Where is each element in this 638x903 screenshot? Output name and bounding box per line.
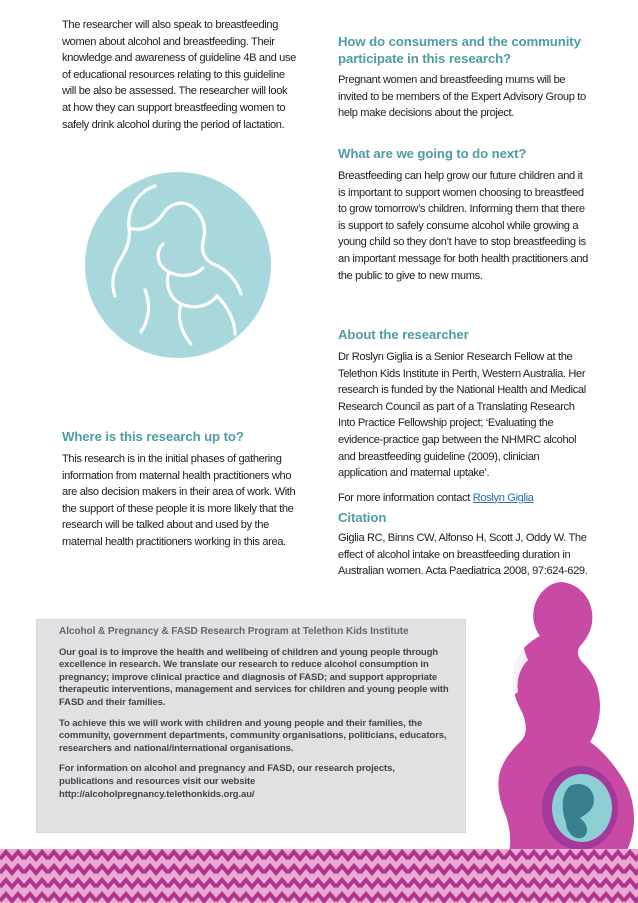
- where-heading: Where is this research up to?: [62, 429, 244, 444]
- about-section: [338, 326, 590, 506]
- next-paragraph: Breastfeeding can help grow our future children and it is important to support women choosing to breastfeed to grow tomorrow’s children. Informing them that there is support to safely consume alcohol while growing a young child so they don’t have to stop breastfeeding is an important message for both health practitioners and the public to give to new mums.: [338, 170, 588, 282]
- contact-line: [338, 490, 590, 507]
- next-section: [338, 145, 590, 284]
- program-info-box: [36, 619, 466, 833]
- citation-section: [338, 509, 590, 580]
- contact-link[interactable]: Roslyn Giglia: [472, 491, 534, 504]
- about-paragraph: Dr Roslyn Giglia is a Senior Research Fellow at the Telethon Kids Institute in Perth, Western Australia. Her research is funded by the National Health and Medical Research Council as part of a Translating Research Into Practice Fellowship project; ‘Evaluating the evidence-practice gap between the NHMRC alcohol and breastfeeding guideline (2009), clinician application and maternal uptake’.: [338, 351, 586, 480]
- contact-prefix: For more information contact: [338, 491, 471, 504]
- program-paragraph-3: For information on alcohol and pregnancy and FASD, our research projects, publications and resources visit our website http://alcoholpregnancy.telethonkids.org.au/: [59, 763, 395, 800]
- left-intro-section: [62, 17, 298, 133]
- citation-paragraph: Giglia RC, Binns CW, Alfonso H, Scott J, Oddy W. The effect of alcohol intake on breastfeeding duration in Australian women. Acta Paediatrica 2008, 97:624-629.: [338, 532, 588, 578]
- where-paragraph: This research is in the initial phases of gathering information from maternal health practitioners who are also decision makers in their area of work. With the support of these people it is more likely that the research will be talked about and used by the maternal health practitioners working in this area.: [62, 453, 296, 548]
- program-title: Alcohol & Pregnancy & FASD Research Program at Telethon Kids Institute: [59, 626, 409, 637]
- intro-paragraph: The researcher will also speak to breastfeeding women about alcohol and breastfeeding. Their knowledge and awareness of guideline 4B and use of educational resources relating to this guideline will be also be assessed. The researcher will look at how they can support breastfeeding women to safely drink alcohol during the period of lactation.: [62, 19, 296, 131]
- where-section: [62, 428, 298, 551]
- next-heading: What are we going to do next?: [338, 146, 527, 161]
- how-heading: How do consumers and the community participate in this research?: [338, 34, 581, 66]
- how-paragraph: Pregnant women and breastfeeding mums will be invited to be members of the Expert Advisory Group to help make decisions about the project.: [338, 74, 586, 120]
- zigzag-border: [0, 849, 638, 903]
- program-paragraph-1: Our goal is to improve the health and wellbeing of children and young people through excellence in research. We translate our research to reduce alcohol consumption in pregnancy; improve clinical practice and diagnosis of FASD; and support appropriate therapeutic interventions, management and services for children and young people with FASD and their families.: [59, 646, 449, 708]
- citation-heading: Citation: [338, 510, 387, 525]
- program-paragraph-2: To achieve this we will work with children and young people and their families, the community, government departments, community organisations, politicians, educators, researchers and national/international organisations.: [59, 717, 447, 754]
- about-heading: About the researcher: [338, 327, 469, 342]
- how-section: [338, 33, 588, 122]
- mother-baby-icon: [85, 172, 271, 358]
